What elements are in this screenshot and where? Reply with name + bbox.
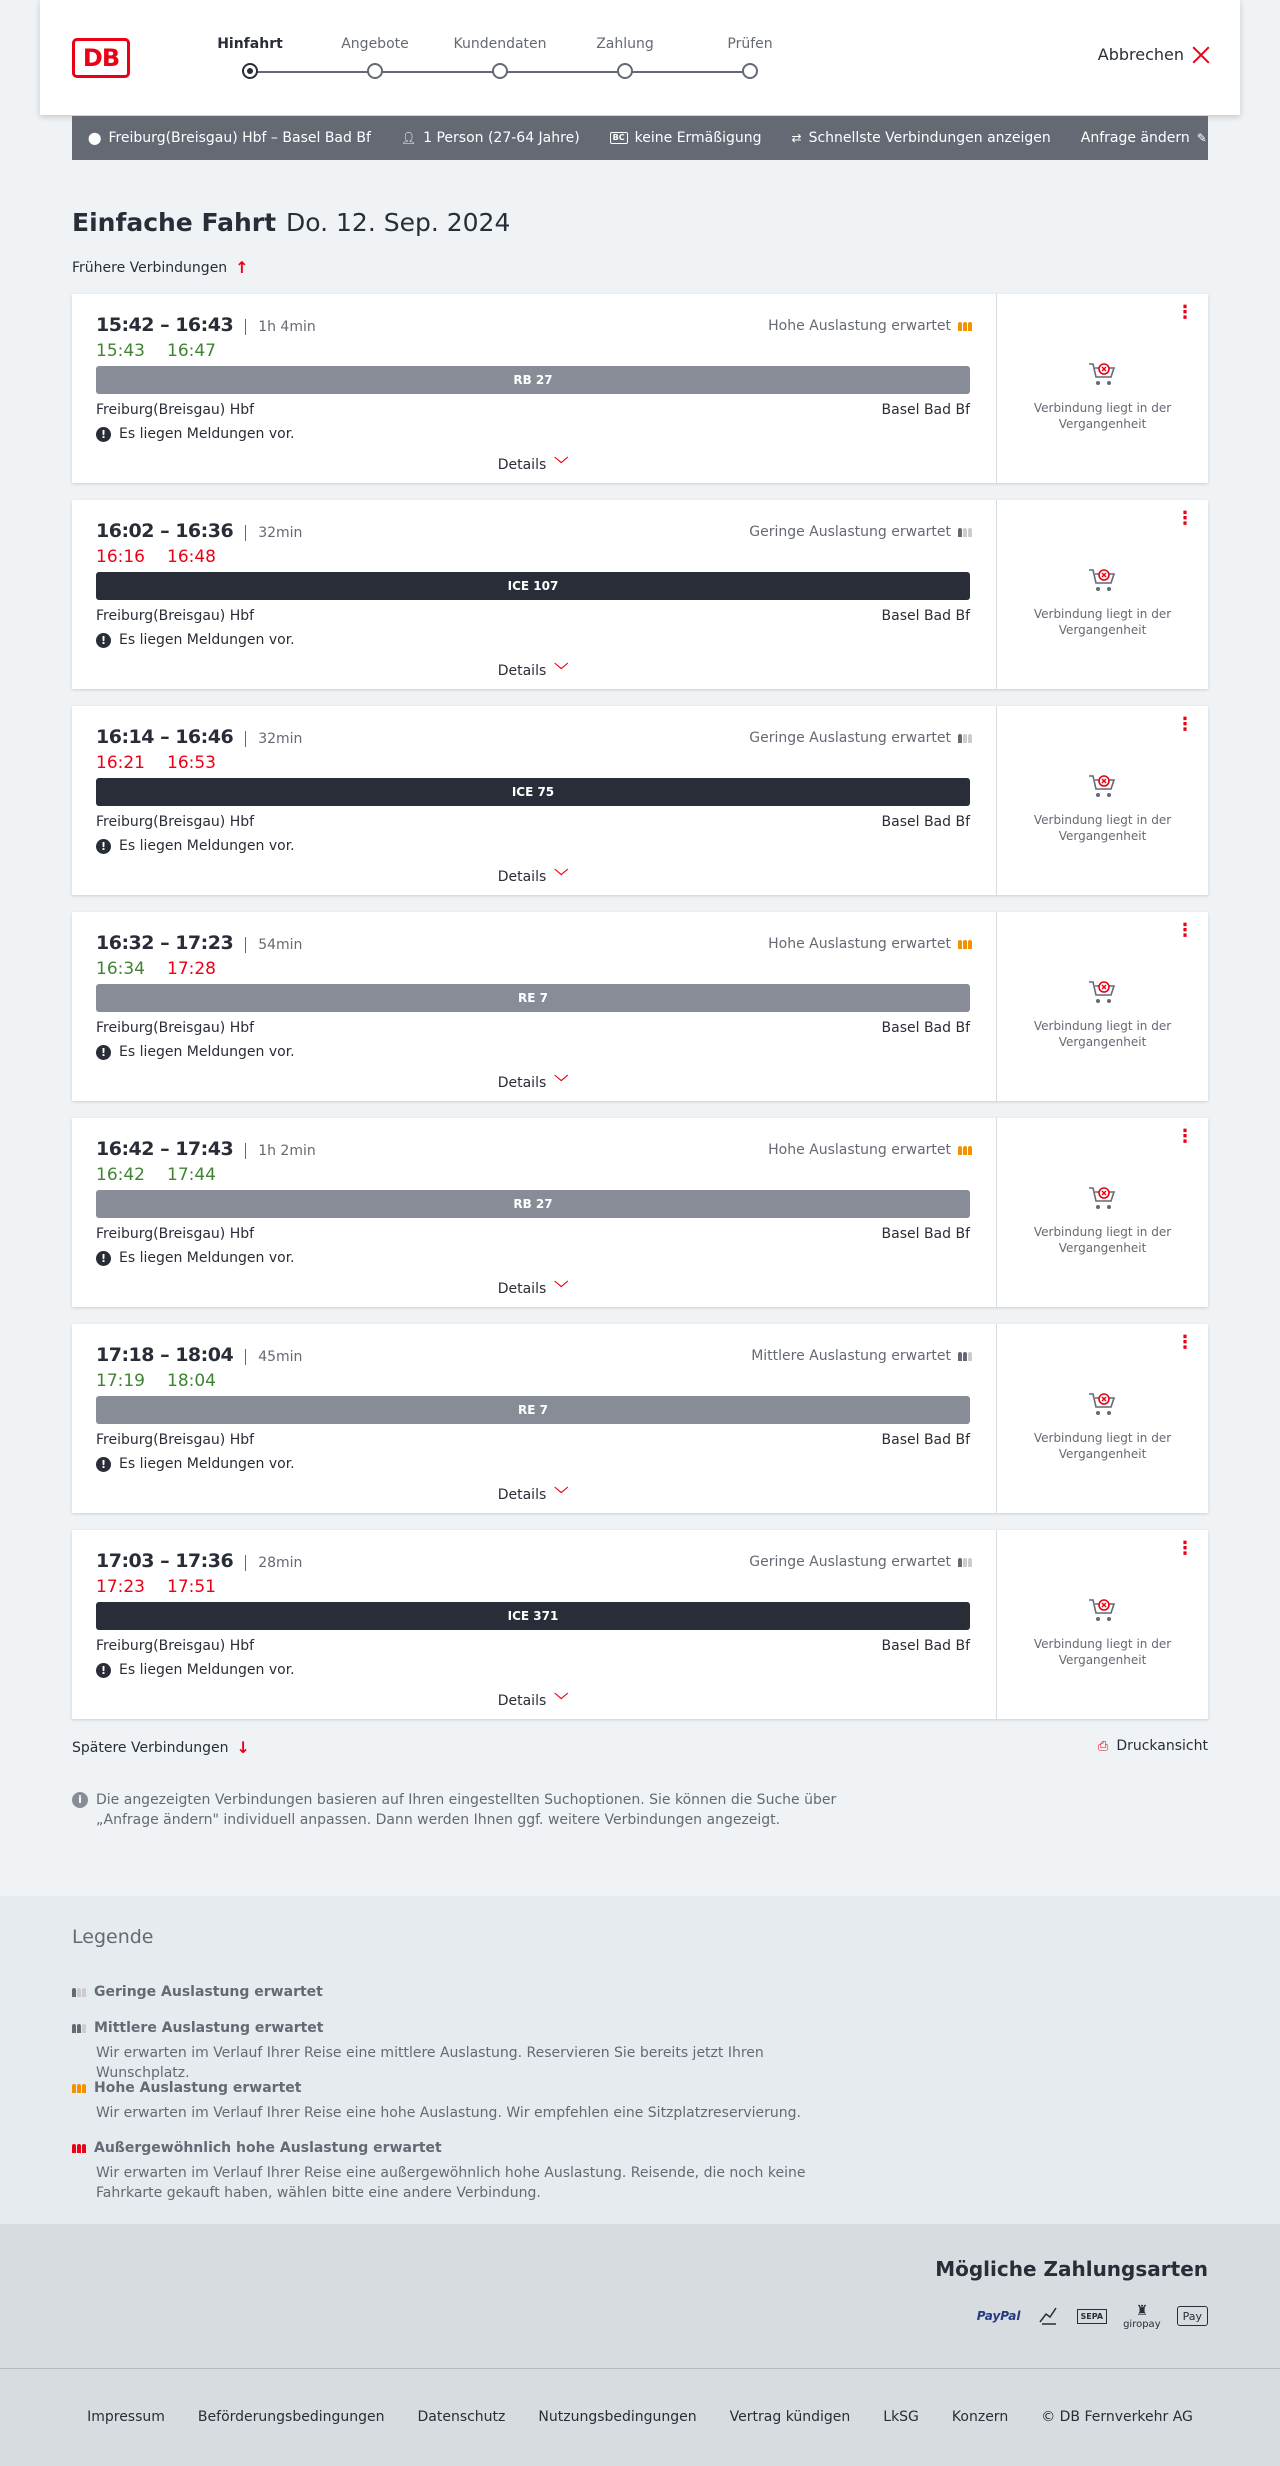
arrow-down-icon: ↓ — [236, 1738, 250, 1757]
chevron-down-icon: ﹀ — [554, 457, 569, 473]
scheduled-times — [96, 1138, 316, 1160]
details-label: Details — [497, 663, 547, 679]
realtime-times — [96, 1371, 238, 1391]
footer-link-4[interactable]: Vertrag kündigen — [729, 2409, 851, 2425]
booking-panel — [996, 706, 1208, 895]
booking-panel — [996, 500, 1208, 689]
occupancy-medium-icon — [72, 2024, 86, 2033]
booking-panel — [996, 294, 1208, 483]
close-icon — [1192, 46, 1210, 64]
departure-station: Freiburg(Breisgau) Hbf — [96, 402, 255, 418]
change-request-label: Anfrage ändern — [1080, 130, 1190, 146]
details-toggle[interactable] — [96, 1278, 970, 1298]
step-dot — [742, 63, 758, 79]
departure-station: Freiburg(Breisgau) Hbf — [96, 814, 255, 830]
train-bar: RE 7 — [96, 1396, 970, 1424]
departure-station: Freiburg(Breisgau) Hbf — [96, 1432, 255, 1448]
messages-text: Es liegen Meldungen vor. — [119, 1662, 295, 1678]
sepa-icon — [1077, 2300, 1108, 2332]
messages-notice — [96, 426, 295, 442]
train-bar: ICE 107 — [96, 572, 970, 600]
legend-item-title: Geringe Auslastung erwartet — [94, 1984, 323, 2000]
occupancy-high-icon — [72, 2084, 86, 2093]
train-bar: RB 27 — [96, 1190, 970, 1218]
shopping-cart-icon — [1087, 566, 1117, 594]
realtime-departure: 16:21 — [96, 753, 145, 773]
connection-card[interactable] — [72, 500, 1208, 689]
realtime-arrival: 17:51 — [167, 1577, 216, 1597]
cancel-button[interactable] — [1098, 45, 1210, 64]
booking-panel — [996, 1118, 1208, 1307]
scheduled-time-range: 17:18 – 18:04 — [96, 1344, 234, 1366]
past-connection-notice: Verbindung liegt in der Vergangenheit — [1033, 1225, 1172, 1255]
legend-item-exceptional — [72, 2140, 852, 2203]
legend-item-description: Wir erwarten im Verlauf Ihrer Reise eine außergewöhnlich hohe Auslastung. Reisende, die noch keine Fahrkarte gekauft haben, wählen bitte eine andere Verbindung. — [96, 2165, 806, 2201]
scheduled-time-range: 16:02 – 16:36 — [96, 520, 234, 542]
step-zahlung: Zahlung — [570, 34, 680, 79]
train-bar: ICE 371 — [96, 1602, 970, 1630]
location-pin-icon: ⬤ — [88, 131, 102, 145]
arrival-station: Basel Bad Bf — [881, 402, 970, 418]
step-pruefen: Prüfen — [695, 34, 805, 79]
cancel-label: Abbrechen — [1097, 45, 1184, 64]
connection-card[interactable] — [72, 294, 1208, 483]
occupancy-icon — [958, 734, 972, 743]
printer-icon: ⎙ — [1097, 1738, 1109, 1754]
chevron-down-icon: ﹀ — [554, 869, 569, 885]
bahncard-icon: BC — [610, 132, 628, 144]
legend-section — [0, 1896, 1280, 2224]
footer-link-7[interactable]: © DB Fernverkehr AG — [1041, 2409, 1193, 2425]
messages-notice — [96, 1044, 295, 1060]
shopping-cart-icon — [1087, 360, 1117, 388]
arrival-station: Basel Bad Bf — [881, 1638, 970, 1654]
past-connection-notice: Verbindung liegt in der Vergangenheit — [1033, 401, 1172, 431]
past-connection-notice: Verbindung liegt in der Vergangenheit — [1033, 1019, 1172, 1049]
realtime-arrival: 16:53 — [167, 753, 216, 773]
departure-station: Freiburg(Breisgau) Hbf — [96, 1226, 255, 1242]
connection-card[interactable] — [72, 912, 1208, 1101]
info-text: Die angezeigten Verbindungen basieren auf Ihren eingestellten Suchoptionen. Sie können die Suche über „Anfrage ändern" individuell anpassen. Dann werden Ihnen ggf. weitere Verbindungen angezeigt. — [96, 1792, 837, 1828]
footer — [0, 2368, 1280, 2466]
apple-pay-label: Pay — [1182, 2309, 1202, 2323]
trip-type: Einfache Fahrt — [72, 208, 277, 237]
scheduled-times — [96, 726, 302, 748]
messages-notice — [96, 838, 295, 854]
exclamation-icon: ! — [96, 1045, 111, 1060]
occupancy-info — [749, 1554, 972, 1570]
realtime-departure: 17:19 — [96, 1371, 145, 1391]
exclamation-icon: ! — [96, 427, 111, 442]
scheduled-times — [96, 1550, 302, 1572]
occupancy-text: Geringe Auslastung erwartet — [749, 524, 951, 540]
footer-link-3[interactable]: Nutzungsbedingungen — [538, 2409, 697, 2425]
page-title — [72, 208, 510, 237]
occupancy-info — [768, 1142, 972, 1158]
discount-text: keine Ermäßigung — [634, 130, 762, 146]
shopping-cart-icon — [1087, 1390, 1117, 1418]
arrival-station: Basel Bad Bf — [881, 1020, 970, 1036]
occupancy-icon — [958, 1558, 972, 1567]
pencil-icon: ✎ — [1196, 131, 1207, 145]
occupancy-icon — [958, 1146, 972, 1155]
scheduled-time-range: 16:14 – 16:46 — [96, 726, 234, 748]
duration: 28min — [245, 1555, 302, 1571]
occupancy-info — [749, 524, 972, 540]
realtime-arrival: 17:44 — [167, 1165, 216, 1185]
realtime-arrival: 17:28 — [167, 959, 216, 979]
legend-item-title: Außergewöhnlich hohe Auslastung erwartet — [94, 2140, 442, 2156]
payment-methods-section — [0, 2224, 1280, 2368]
db-logo[interactable]: DB — [72, 38, 130, 78]
legend-title: Legende — [72, 1926, 154, 1948]
occupancy-icon — [958, 940, 972, 949]
booking-panel — [996, 1530, 1208, 1719]
train-bar: RE 7 — [96, 984, 970, 1012]
details-toggle[interactable] — [96, 660, 970, 680]
arrival-station: Basel Bad Bf — [881, 1432, 970, 1448]
earlier-connections-link[interactable] — [72, 258, 249, 277]
step-dot — [492, 63, 508, 79]
footer-link-6[interactable]: Konzern — [951, 2409, 1009, 2425]
arrival-station: Basel Bad Bf — [881, 814, 970, 830]
messages-text: Es liegen Meldungen vor. — [119, 632, 295, 648]
giropay-icon — [1123, 2298, 1161, 2334]
earlier-label: Frühere Verbindungen — [72, 259, 228, 276]
connection-card[interactable] — [72, 1118, 1208, 1307]
occupancy-info — [768, 936, 972, 952]
later-connections-link[interactable] — [72, 1738, 250, 1757]
shopping-cart-icon — [1087, 772, 1117, 800]
exclamation-icon: ! — [96, 633, 111, 648]
duration: 32min — [245, 525, 302, 541]
details-toggle[interactable] — [96, 454, 970, 474]
step-angebote: Angebote — [320, 34, 430, 79]
chevron-down-icon: ﹀ — [554, 1075, 569, 1091]
payment-icons — [977, 2298, 1208, 2334]
legend-item-title: Hohe Auslastung erwartet — [94, 2080, 302, 2096]
duration: 45min — [245, 1349, 302, 1365]
scheduled-times — [96, 314, 316, 336]
realtime-times — [96, 959, 238, 979]
exclamation-icon: ! — [96, 1457, 111, 1472]
payment-title: Mögliche Zahlungsarten — [935, 2257, 1208, 2281]
exclamation-icon: ! — [96, 1251, 111, 1266]
details-toggle[interactable] — [96, 1690, 970, 1710]
apple-pay-icon — [1177, 2306, 1208, 2326]
sepa-label: SEPA — [1077, 2309, 1108, 2324]
more-options-icon[interactable]: ⋮ — [1176, 302, 1194, 323]
connection-card[interactable] — [72, 1324, 1208, 1513]
search-summary-bar — [72, 116, 1208, 160]
realtime-times — [96, 1577, 238, 1597]
trip-date: Do. 12. Sep. 2024 — [286, 208, 511, 237]
details-label: Details — [497, 1693, 547, 1709]
occupancy-info — [768, 318, 972, 334]
past-connection-notice: Verbindung liegt in der Vergangenheit — [1033, 813, 1172, 843]
giropay-label: giropay — [1123, 2318, 1161, 2330]
messages-notice — [96, 1250, 295, 1266]
realtime-departure: 17:23 — [96, 1577, 145, 1597]
messages-notice — [96, 632, 295, 648]
step-hinfahrt: Hinfahrt — [195, 34, 305, 79]
occupancy-text: Hohe Auslastung erwartet — [768, 936, 951, 952]
passenger-info — [401, 130, 580, 146]
booking-panel — [996, 1324, 1208, 1513]
departure-station: Freiburg(Breisgau) Hbf — [96, 608, 255, 624]
past-connection-notice: Verbindung liegt in der Vergangenheit — [1033, 607, 1172, 637]
search-info-note — [72, 1790, 842, 1830]
chevron-down-icon: ﹀ — [554, 1693, 569, 1709]
details-label: Details — [497, 1487, 547, 1503]
duration: 1h 2min — [245, 1143, 316, 1159]
realtime-arrival: 16:48 — [167, 547, 216, 567]
passenger-text: 1 Person (27-64 Jahre) — [423, 130, 580, 146]
scheduled-times — [96, 520, 302, 542]
occupancy-low-icon — [72, 1988, 86, 1997]
details-toggle[interactable] — [96, 1484, 970, 1504]
more-options-icon[interactable]: ⋮ — [1176, 920, 1194, 941]
details-toggle[interactable] — [96, 866, 970, 886]
route-info — [88, 130, 371, 146]
occupancy-text: Geringe Auslastung erwartet — [749, 1554, 951, 1570]
fastest-text: Schnellste Verbindungen anzeigen — [808, 130, 1051, 146]
giropay-symbol: ♜ — [1135, 2302, 1149, 2319]
legend-item-title: Mittlere Auslastung erwartet — [94, 2020, 324, 2036]
arrow-up-icon: ↑ — [235, 258, 249, 277]
footer-link-1[interactable]: Beförderungsbedingungen — [197, 2409, 385, 2425]
swap-arrows-icon: ⇄ — [791, 131, 802, 145]
exclamation-icon: ! — [96, 1663, 111, 1678]
details-label: Details — [497, 457, 547, 473]
print-view-link[interactable] — [1098, 1738, 1208, 1754]
step-kundendaten: Kundendaten — [445, 34, 555, 79]
top-header — [40, 0, 1240, 115]
step-dot — [367, 63, 383, 79]
step-dot — [617, 63, 633, 79]
realtime-departure: 16:34 — [96, 959, 145, 979]
footer-link-5[interactable]: LkSG — [883, 2409, 919, 2425]
occupancy-info — [749, 730, 972, 746]
messages-notice — [96, 1662, 295, 1678]
chevron-down-icon: ﹀ — [554, 1487, 569, 1503]
legend-item-description: Wir erwarten im Verlauf Ihrer Reise eine mittlere Auslastung. Reservieren Sie bereits jetzt Ihren Wunschplatz. — [96, 2045, 764, 2081]
scheduled-time-range: 15:42 – 16:43 — [96, 314, 234, 336]
legend-item-low — [72, 1984, 852, 2000]
occupancy-icon — [958, 528, 972, 537]
connection-card[interactable] — [72, 706, 1208, 895]
fastest-connections-option — [792, 130, 1051, 146]
details-label: Details — [497, 869, 547, 885]
duration: 1h 4min — [245, 319, 316, 335]
paypal-icon: PayPal — [976, 2309, 1021, 2323]
details-toggle[interactable] — [96, 1072, 970, 1092]
scheduled-time-range: 17:03 – 17:36 — [96, 1550, 234, 1572]
messages-text: Es liegen Meldungen vor. — [119, 1250, 295, 1266]
shopping-cart-icon — [1087, 1596, 1117, 1624]
realtime-times — [96, 1165, 238, 1185]
realtime-arrival: 16:47 — [167, 341, 216, 361]
legend-item-medium — [72, 2020, 852, 2083]
arrival-station: Basel Bad Bf — [881, 608, 970, 624]
realtime-departure: 16:42 — [96, 1165, 145, 1185]
footer-link-0[interactable]: Impressum — [87, 2409, 165, 2425]
train-bar: RB 27 — [96, 366, 970, 394]
legend-item-high — [72, 2080, 852, 2123]
discount-info — [610, 130, 762, 146]
messages-text: Es liegen Meldungen vor. — [119, 1044, 295, 1060]
occupancy-text: Mittlere Auslastung erwartet — [751, 1348, 951, 1364]
route-text: Freiburg(Breisgau) Hbf – Basel Bad Bf — [108, 130, 371, 146]
duration: 32min — [245, 731, 302, 747]
scheduled-time-range: 16:32 – 17:23 — [96, 932, 234, 954]
realtime-times — [96, 547, 238, 567]
info-icon: i — [72, 1792, 88, 1808]
more-options-icon[interactable]: ⋮ — [1176, 714, 1194, 735]
messages-text: Es liegen Meldungen vor. — [119, 1456, 295, 1472]
footer-links — [0, 2409, 1280, 2425]
step-dot — [242, 63, 258, 79]
realtime-times — [96, 753, 238, 773]
more-options-icon[interactable]: ⋮ — [1176, 1538, 1194, 1559]
occupancy-text: Hohe Auslastung erwartet — [768, 1142, 951, 1158]
realtime-times — [96, 341, 238, 361]
scheduled-times — [96, 932, 302, 954]
occupancy-exceptional-icon — [72, 2144, 86, 2153]
credit-card-icon — [1037, 2300, 1061, 2332]
occupancy-text: Geringe Auslastung erwartet — [749, 730, 951, 746]
footer-link-2[interactable]: Datenschutz — [417, 2409, 506, 2425]
more-options-icon[interactable]: ⋮ — [1176, 1126, 1194, 1147]
legend-item-description: Wir erwarten im Verlauf Ihrer Reise eine hohe Auslastung. Wir empfehlen eine Sitzplatzreservierung. — [96, 2105, 801, 2121]
departure-station: Freiburg(Breisgau) Hbf — [96, 1638, 255, 1654]
occupancy-info — [751, 1348, 972, 1364]
scheduled-time-range: 16:42 – 17:43 — [96, 1138, 234, 1160]
messages-notice — [96, 1456, 295, 1472]
booking-panel — [996, 912, 1208, 1101]
realtime-departure: 15:43 — [96, 341, 145, 361]
more-options-icon[interactable]: ⋮ — [1176, 508, 1194, 529]
train-bar: ICE 75 — [96, 778, 970, 806]
messages-text: Es liegen Meldungen vor. — [119, 838, 295, 854]
chevron-down-icon: ﹀ — [554, 1281, 569, 1297]
occupancy-icon — [958, 1352, 972, 1361]
shopping-cart-icon — [1087, 978, 1117, 1006]
connection-card[interactable] — [72, 1530, 1208, 1719]
occupancy-icon — [958, 322, 972, 331]
occupancy-text: Hohe Auslastung erwartet — [768, 318, 951, 334]
more-options-icon[interactable]: ⋮ — [1176, 1332, 1194, 1353]
later-label: Spätere Verbindungen — [72, 1739, 229, 1756]
realtime-arrival: 18:04 — [167, 1371, 216, 1391]
change-request-button[interactable] — [1081, 130, 1207, 146]
departure-station: Freiburg(Breisgau) Hbf — [96, 1020, 255, 1036]
arrival-station: Basel Bad Bf — [881, 1226, 970, 1242]
realtime-departure: 16:16 — [96, 547, 145, 567]
details-label: Details — [497, 1281, 547, 1297]
person-icon: 👤︎ — [400, 131, 417, 145]
scheduled-times — [96, 1344, 302, 1366]
print-label: Druckansicht — [1116, 1738, 1208, 1754]
progress-steps — [210, 34, 773, 84]
past-connection-notice: Verbindung liegt in der Vergangenheit — [1033, 1431, 1172, 1461]
chevron-down-icon: ﹀ — [554, 663, 569, 679]
messages-text: Es liegen Meldungen vor. — [119, 426, 295, 442]
details-label: Details — [497, 1075, 547, 1091]
duration: 54min — [245, 937, 302, 953]
exclamation-icon: ! — [96, 839, 111, 854]
shopping-cart-icon — [1087, 1184, 1117, 1212]
past-connection-notice: Verbindung liegt in der Vergangenheit — [1033, 1637, 1172, 1667]
